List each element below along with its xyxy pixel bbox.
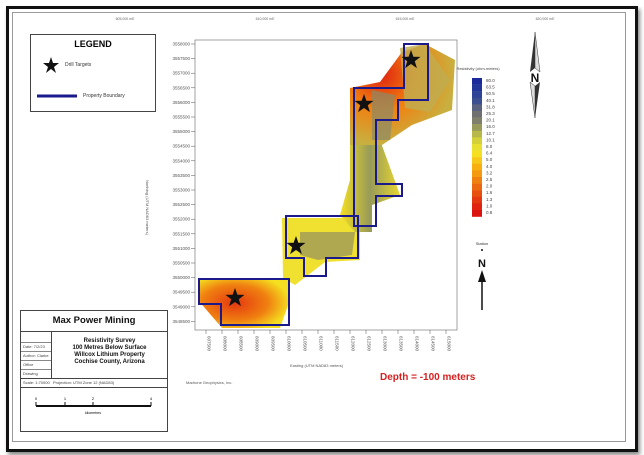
colorbar-swatch: [472, 104, 482, 111]
colorbar-swatch: [472, 98, 482, 105]
top-coordinate-labels: [116, 17, 556, 21]
easting-label: 610500: [302, 336, 308, 352]
easting-label: 611000: [318, 336, 324, 351]
colorbar-value: 3.2: [486, 170, 493, 176]
resistivity-colorbar: [472, 78, 495, 217]
colorbar-swatch: [472, 184, 482, 191]
field-drawing: Drawing: [21, 369, 51, 378]
colorbar-swatch: [472, 137, 482, 144]
northing-label: 3558000: [172, 41, 190, 47]
legend-label: Property Boundary: [83, 93, 125, 99]
title-block: [20, 310, 168, 432]
arrow-up-icon: [478, 270, 486, 310]
northing-label: 3554500: [172, 143, 190, 149]
colorbar-value: 0.8: [486, 210, 493, 215]
easting-label: 615000: [446, 336, 452, 352]
northing-label: 3553000: [172, 187, 190, 193]
colorbar-value: 6.4: [486, 150, 493, 156]
colorbar-value: 12.7: [486, 130, 495, 136]
easting-label: 612000: [350, 336, 356, 352]
easting-label: 613500: [398, 336, 404, 352]
colorbar-value: 2.5: [486, 177, 493, 182]
easting-label: 607500: [206, 336, 212, 352]
northing-label: 3550500: [172, 260, 190, 266]
scale-tick: 0: [34, 396, 38, 401]
northing-label: 3552500: [172, 202, 190, 208]
credit: Madrone Geophysics, Inc.: [186, 380, 233, 385]
colorbar-value: 50.5: [486, 91, 495, 97]
colorbar-value: 31.8: [486, 104, 495, 110]
easting-label: 611500: [334, 336, 340, 351]
northing-label: 3555500: [172, 114, 190, 120]
station-label: Station: [475, 241, 489, 246]
northing-label: 3550000: [172, 275, 190, 281]
projection: Projection: UTM Zone 12 (NAD83): [53, 380, 115, 385]
northing-label: 3549000: [172, 304, 190, 310]
top-coordinate-label: 605,000 mE: [115, 17, 135, 21]
northing-label: 3557000: [172, 70, 190, 76]
depth-label: Depth = -100 meters: [380, 372, 476, 383]
colorbar-value: 8.0: [486, 144, 493, 149]
title-line: Willcox Lithium Property: [74, 352, 145, 358]
easting-axis: [206, 330, 452, 352]
easting-label: 613000: [382, 336, 388, 352]
scale-tick: 4: [149, 396, 153, 401]
scale-bar: [21, 388, 167, 428]
easting-label: 614500: [430, 336, 436, 352]
top-coordinate-label: 610,000 mE: [255, 17, 275, 21]
legend-item-drill-targets: [43, 57, 91, 73]
colorbar-swatch: [472, 170, 482, 177]
colorbar-value: 1.6: [486, 190, 493, 196]
scale-tick: 1: [63, 396, 67, 401]
x-axis-label: Easting (UTM NAD83 meters): [290, 363, 344, 368]
easting-label: 609000: [254, 336, 260, 352]
colorbar-swatch: [472, 144, 482, 151]
colorbar-value: 25.3: [486, 111, 495, 116]
colorbar-swatch: [472, 131, 482, 138]
northing-axis: [172, 42, 195, 324]
line-icon: [37, 94, 77, 98]
colorbar-swatch: [472, 124, 482, 131]
easting-label: 609500: [270, 336, 276, 352]
colorbar-swatch: [472, 111, 482, 118]
station-icon: [481, 249, 483, 251]
northing-label: 3548500: [172, 318, 190, 324]
colorbar-swatch: [472, 164, 482, 171]
colorbar-swatch: [472, 91, 482, 98]
northing-label: 3551000: [172, 245, 190, 251]
legend-item-property-boundary: [37, 93, 125, 99]
colorbar-swatch: [472, 118, 482, 125]
northing-label: 3553500: [172, 172, 190, 178]
field-office: Office: [21, 360, 51, 369]
colorbar-swatch: [472, 78, 482, 85]
colorbar-swatch: [472, 203, 482, 210]
easting-label: 610000: [286, 336, 292, 352]
colorbar-value: 40.1: [486, 97, 495, 103]
colorbar-value: 1.3: [486, 196, 493, 202]
top-coordinate-label: 615,000 mE: [395, 17, 415, 21]
northing-label: 3556000: [172, 99, 190, 105]
colorbar-swatch: [472, 197, 482, 204]
legend-title: LEGEND: [74, 39, 112, 49]
colorbar-swatch: [472, 210, 482, 217]
northing-label: 3552000: [172, 216, 190, 222]
y-axis-label: Northing (UTM NAD83 meters): [145, 180, 150, 235]
legend-label: Drill Targets: [65, 62, 92, 68]
field-date: Date: 7/2/23: [21, 342, 51, 351]
company-name: Max Power Mining: [21, 311, 167, 332]
scale-unit: kilometres: [85, 411, 101, 415]
legend: [30, 34, 156, 112]
northing-label: 3556500: [172, 85, 190, 91]
survey-title: [52, 332, 167, 378]
star-icon: [43, 57, 59, 73]
title-line: Resistivity Survey: [83, 338, 136, 344]
easting-label: 608500: [238, 336, 244, 352]
colorbar-value: 20.1: [486, 117, 495, 123]
colorbar-value: 4.0: [486, 163, 493, 169]
colorbar-title: Resistivity (ohm-meters): [456, 66, 500, 71]
field-scale: Scale: 1:70000: [23, 380, 50, 385]
northing-label: 3555000: [172, 129, 190, 135]
northing-label: 3549500: [172, 289, 190, 295]
colorbar-value: 10.1: [486, 137, 495, 143]
colorbar-value: 2.0: [486, 183, 493, 189]
easting-label: 612500: [366, 336, 372, 352]
colorbar-value: 80.0: [486, 78, 495, 83]
colorbar-swatch: [472, 157, 482, 164]
easting-label: 614000: [414, 336, 420, 352]
northing-label: 3551500: [172, 231, 190, 237]
top-coordinate-label: 620,000 mE: [535, 17, 555, 21]
scale-tick: 2: [91, 396, 95, 401]
colorbar-value: 63.5: [486, 84, 495, 90]
colorbar-value: 5.0: [486, 157, 493, 163]
colorbar-swatch: [472, 85, 482, 92]
station-north-label: N: [478, 258, 486, 270]
northing-label: 3554000: [172, 158, 190, 164]
title-line: 100 Metres Below Surface: [72, 345, 147, 351]
colorbar-swatch: [472, 190, 482, 197]
northing-label: 3557500: [172, 56, 190, 62]
colorbar-swatch: [472, 151, 482, 158]
colorbar-value: 16.0: [486, 124, 495, 130]
colorbar-swatch: [472, 177, 482, 184]
north-label: N: [530, 71, 540, 85]
colorbar-value: 1.0: [486, 203, 493, 209]
field-author: Author: Clarke: [21, 351, 51, 360]
title-block-fields: [21, 332, 52, 378]
title-line: Cochise County, Arizona: [74, 359, 145, 365]
easting-label: 608000: [222, 336, 228, 352]
